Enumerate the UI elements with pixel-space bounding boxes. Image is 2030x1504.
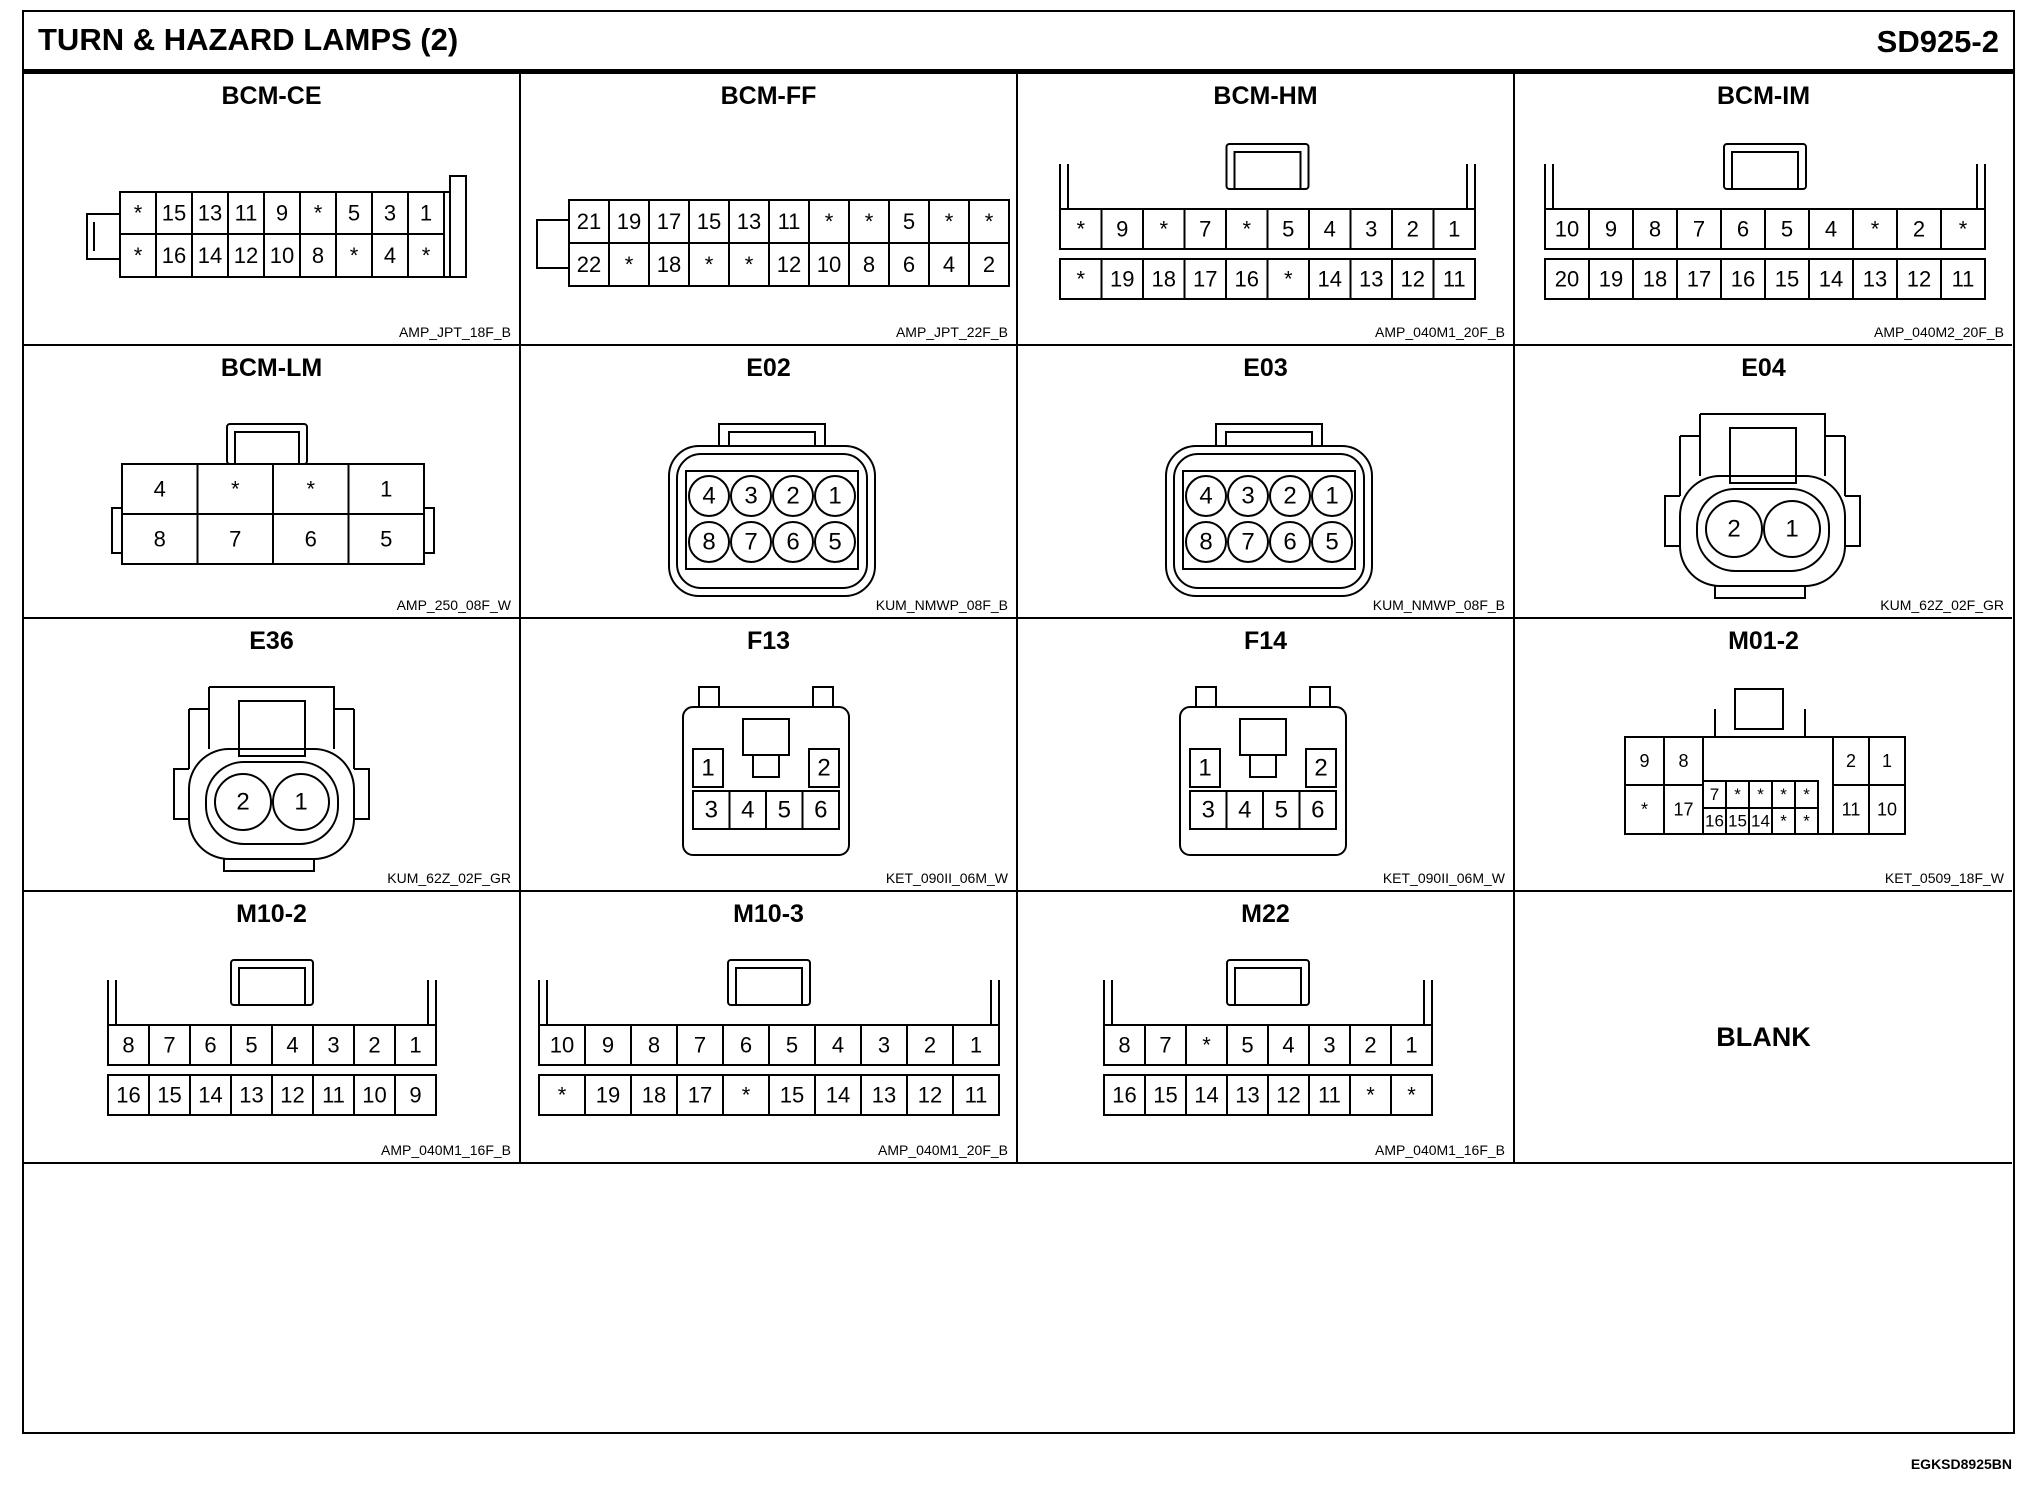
connector-part-code: AMP_040M1_20F_B — [878, 1142, 1008, 1158]
pin-label: 17 — [656, 209, 682, 234]
pin-label: * — [313, 200, 323, 226]
pin-label: * — [1076, 266, 1086, 292]
pin-label: * — [984, 209, 994, 234]
latch-inner — [1235, 152, 1301, 189]
connector-hood — [1700, 414, 1825, 476]
connector-drawing — [1018, 346, 1515, 619]
pin-label: 13 — [1359, 266, 1384, 292]
pin-label: 16 — [1234, 266, 1259, 292]
pin-label: 14 — [825, 1082, 851, 1108]
connector-name: BCM-IM — [1716, 82, 1811, 110]
pin-label: 19 — [595, 1082, 621, 1108]
connector-body — [1166, 446, 1372, 596]
pin-label: 3 — [1323, 1032, 1336, 1058]
pin-label: 16 — [1730, 266, 1756, 292]
connector-latch — [239, 701, 305, 756]
pin-label: 15 — [1774, 266, 1800, 292]
pin-label: 13 — [239, 1082, 264, 1108]
connector-part-code: AMP_040M1_16F_B — [1375, 1142, 1505, 1158]
pin-label: 12 — [917, 1082, 943, 1108]
connector-part-code: AMP_250_08F_W — [396, 597, 511, 613]
pin-label: 11 — [1318, 1082, 1341, 1108]
connector-cell — [1515, 619, 2012, 892]
connector-part-code: KUM_NMWP_08F_B — [875, 597, 1008, 613]
pin-label: * — [557, 1082, 567, 1108]
pin-label: 19 — [1598, 266, 1624, 292]
latch-inner — [753, 755, 779, 777]
pin-label: 4 — [1282, 1032, 1295, 1058]
connector-drawing — [521, 619, 1018, 892]
pin-label: * — [944, 209, 954, 234]
pin-label: 3 — [744, 482, 758, 510]
connector-latch — [1240, 719, 1286, 755]
latch-inner — [235, 432, 299, 464]
pin-label: 11 — [1951, 266, 1975, 292]
pin-label: 9 — [1116, 216, 1129, 242]
pin-label: 13 — [871, 1082, 897, 1108]
pin-label: 18 — [641, 1082, 667, 1108]
footer-code: EGKSD8925BN — [1910, 1456, 2012, 1472]
pin-label: 2 — [1314, 754, 1328, 782]
connector-latch — [1730, 428, 1796, 483]
connector-name: BCM-HM — [1213, 82, 1318, 110]
pin-label: 12 — [1400, 266, 1425, 292]
pin-label: 9 — [1604, 216, 1618, 242]
pin-label: 6 — [304, 526, 317, 552]
connector-drawing — [1515, 346, 2012, 619]
pin-label: 9 — [275, 200, 289, 226]
pin-label: * — [1076, 216, 1086, 242]
pin-label: 12 — [233, 243, 259, 268]
pin-label: 4 — [1824, 216, 1838, 242]
pin-label: 6 — [1311, 796, 1325, 824]
latch-inner — [736, 968, 802, 1005]
connector-latch — [1735, 689, 1783, 729]
connector-body — [669, 446, 875, 596]
pin-label: 4 — [702, 482, 716, 510]
pin-label: 2 — [1727, 515, 1741, 543]
pin-label: 11 — [234, 200, 258, 226]
pin-label: * — [133, 243, 143, 268]
page-title: TURN & HAZARD LAMPS (2) — [38, 22, 459, 57]
pin-label: * — [1283, 266, 1293, 292]
pin-label: 10 — [1554, 216, 1580, 242]
pin-label: 4 — [286, 1032, 299, 1058]
pin-label: 4 — [1199, 482, 1213, 510]
pin-label: 5 — [785, 1032, 799, 1058]
connector-cell — [24, 892, 521, 1164]
pin-label: 11 — [1841, 799, 1861, 820]
pin-label: 14 — [1818, 266, 1844, 292]
pin-label: 4 — [153, 476, 166, 502]
pin-label: 7 — [1709, 785, 1720, 804]
connector-part-code: AMP_040M1_16F_B — [381, 1142, 511, 1158]
pin-label: 15 — [1728, 811, 1747, 831]
pin-label: 7 — [1692, 216, 1706, 242]
pin-label: 7 — [163, 1032, 176, 1058]
pin-label: 2 — [1406, 216, 1419, 242]
pin-label: 7 — [1241, 528, 1255, 556]
connector-cell — [521, 74, 1018, 346]
pin-label: 1 — [294, 788, 308, 816]
pin-label: 9 — [601, 1032, 615, 1058]
connector-latch — [1216, 424, 1322, 446]
pin-label: 2 — [786, 482, 800, 510]
pin-label: 13 — [197, 200, 223, 226]
pin-label: 3 — [1365, 216, 1378, 242]
pin-label: 1 — [1325, 482, 1339, 510]
pin-label: 3 — [327, 1032, 340, 1058]
pin-label: 2 — [817, 754, 831, 782]
pin-label: 11 — [964, 1082, 988, 1108]
pin-label: 13 — [1862, 266, 1888, 292]
pin-label: 11 — [1442, 266, 1466, 292]
pin-label: 16 — [1705, 811, 1724, 831]
pin-label: 19 — [1110, 266, 1135, 292]
pin-label: * — [349, 243, 359, 268]
pin-label: 1 — [1405, 1032, 1418, 1058]
connector-latch — [227, 424, 307, 464]
pin-label: 18 — [1642, 266, 1668, 292]
connector-name: E36 — [249, 627, 294, 655]
connector-cell — [24, 619, 521, 892]
connector-drawing — [521, 346, 1018, 619]
pin-label: 7 — [229, 526, 242, 552]
pin-label: 15 — [1153, 1082, 1178, 1108]
pin-label: * — [1202, 1032, 1211, 1058]
connector-latch — [728, 960, 810, 1005]
connector-latch — [719, 424, 825, 446]
pin-label: 14 — [1194, 1082, 1219, 1108]
pin-label: 12 — [1276, 1082, 1301, 1108]
pin-label: * — [1366, 1082, 1375, 1108]
pin-label: * — [1958, 216, 1968, 242]
pin-label: 14 — [1317, 266, 1342, 292]
pin-label: 16 — [161, 243, 187, 268]
pin-label: 12 — [280, 1082, 305, 1108]
pin-label: * — [1870, 216, 1880, 242]
connector-ears — [1196, 687, 1330, 707]
connector-part-code: KUM_62Z_02F_GR — [1880, 597, 2004, 613]
connector-name: BCM-CE — [221, 82, 322, 110]
pin-label: 8 — [1678, 751, 1689, 771]
latch-inner — [729, 432, 815, 446]
connector-cell — [1515, 74, 2012, 346]
pin-label: * — [306, 476, 316, 502]
pin-label: * — [744, 252, 754, 277]
pin-label: * — [1640, 799, 1649, 820]
pin-label: 17 — [1673, 799, 1694, 820]
connector-hood — [209, 687, 334, 749]
pin-label: 1 — [701, 754, 715, 782]
pin-label: 8 — [1118, 1032, 1131, 1058]
pin-label: 8 — [1199, 528, 1213, 556]
connector-drawing — [1515, 619, 2012, 892]
pin-label: 6 — [814, 796, 828, 824]
pin-label: 15 — [157, 1082, 182, 1108]
header-bar — [24, 12, 2013, 74]
pin-label: 6 — [204, 1032, 217, 1058]
pin-label: * — [1780, 785, 1787, 804]
connector-latch — [743, 719, 789, 755]
pin-label: 1 — [828, 482, 842, 510]
connector-part-code: AMP_JPT_22F_B — [895, 324, 1008, 340]
pin-label: 2 — [1364, 1032, 1377, 1058]
connector-part-code: AMP_040M2_20F_B — [1874, 324, 2004, 340]
pin-label: 17 — [1193, 266, 1218, 292]
pin-label: 4 — [1323, 216, 1336, 242]
connector-side-lock — [450, 176, 466, 277]
connector-drawing — [24, 74, 521, 346]
connector-cell — [1018, 892, 1515, 1164]
pin-label: 2 — [982, 252, 996, 277]
connector-name: M10-3 — [733, 900, 804, 928]
connector-name: M22 — [1241, 900, 1290, 928]
pin-label: 1 — [419, 200, 433, 226]
pin-label: 3 — [877, 1032, 891, 1058]
connector-latch — [1227, 960, 1309, 1005]
pin-label: 12 — [776, 252, 802, 277]
pin-label: 13 — [736, 209, 762, 234]
pin-label: 5 — [1780, 216, 1794, 242]
pin-label: 14 — [1751, 811, 1770, 831]
pin-label: 2 — [923, 1032, 937, 1058]
pin-label: 6 — [1736, 216, 1750, 242]
pin-label: 2 — [236, 788, 250, 816]
pin-label: 7 — [744, 528, 758, 556]
pin-label: 11 — [777, 209, 801, 234]
pin-label: 8 — [1648, 216, 1662, 242]
pin-label: 22 — [576, 252, 602, 277]
pin-label: 4 — [383, 243, 397, 268]
connector-drawing — [1018, 74, 1515, 346]
connector-name: M10-2 — [236, 900, 307, 928]
connector-part-code: KET_0509_18F_W — [1884, 870, 2004, 886]
pin-label: 13 — [1235, 1082, 1260, 1108]
pin-label: 4 — [741, 796, 755, 824]
pin-label: * — [1734, 785, 1741, 804]
pin-label: 1 — [969, 1032, 983, 1058]
pin-label: 5 — [347, 200, 361, 226]
pin-label: * — [1803, 811, 1810, 831]
connector-ears — [699, 687, 833, 707]
connector-part-code: AMP_JPT_18F_B — [398, 324, 511, 340]
connector-part-code: KUM_NMWP_08F_B — [1372, 597, 1505, 613]
connector-cell — [24, 74, 521, 346]
pin-label: 6 — [1283, 528, 1297, 556]
pin-label: 16 — [1112, 1082, 1137, 1108]
pin-label: 6 — [902, 252, 916, 277]
pin-label: * — [1159, 216, 1169, 242]
connector-drawing — [1515, 74, 2012, 346]
connector-cell — [1018, 74, 1515, 346]
latch-inner — [239, 968, 305, 1005]
pin-label: 6 — [786, 528, 800, 556]
connector-name: E04 — [1741, 354, 1786, 382]
latch-inner — [1226, 432, 1312, 446]
connector-tab — [87, 214, 120, 259]
pin-label: 15 — [696, 209, 722, 234]
connector-name: BCM-LM — [220, 354, 323, 382]
pin-label: * — [421, 243, 431, 268]
pin-label: 12 — [1906, 266, 1932, 292]
connector-drawing — [24, 892, 521, 1164]
pin-label: 1 — [380, 476, 393, 502]
pin-label: 2 — [1283, 482, 1297, 510]
pin-label: 2 — [1912, 216, 1926, 242]
connector-name: F13 — [746, 627, 791, 655]
pin-label: * — [1757, 785, 1764, 804]
pin-label: * — [824, 209, 834, 234]
pin-label: * — [864, 209, 874, 234]
pin-label: 5 — [245, 1032, 258, 1058]
connector-cell — [521, 619, 1018, 892]
pin-label: 5 — [828, 528, 842, 556]
pin-label: 5 — [777, 796, 791, 824]
pin-label: 8 — [122, 1032, 135, 1058]
pin-label: 19 — [616, 209, 642, 234]
connector-cell — [24, 346, 521, 619]
pin-label: 6 — [739, 1032, 753, 1058]
pin-label: 5 — [1325, 528, 1339, 556]
diagram-sheet — [22, 10, 2015, 1434]
pin-label: 4 — [1238, 796, 1252, 824]
pin-label: 14 — [197, 243, 223, 268]
pin-label: 4 — [942, 252, 956, 277]
pin-label: 8 — [311, 243, 325, 268]
pin-label: 5 — [380, 526, 393, 552]
pin-label: 1 — [1198, 754, 1212, 782]
connector-part-code: AMP_040M1_20F_B — [1375, 324, 1505, 340]
pin-label: 3 — [1201, 796, 1215, 824]
pin-label: * — [741, 1082, 751, 1108]
connector-drawing — [24, 346, 521, 619]
connector-drawing — [521, 74, 1018, 346]
pin-label: 8 — [862, 252, 876, 277]
latch-inner — [1732, 152, 1798, 189]
connector-drawing — [521, 892, 1018, 1164]
pin-label: 8 — [702, 528, 716, 556]
connector-name: M01-2 — [1728, 627, 1799, 655]
connector-latch — [1227, 144, 1309, 189]
connector-part-code: KET_090II_06M_W — [1382, 870, 1505, 886]
pin-label: 20 — [1554, 266, 1580, 292]
pin-label: 4 — [831, 1032, 845, 1058]
connector-name: E02 — [746, 354, 791, 382]
pin-label: * — [704, 252, 714, 277]
pin-label: * — [1242, 216, 1252, 242]
connector-name: E03 — [1243, 354, 1288, 382]
connector-part-code: KUM_62Z_02F_GR — [387, 870, 511, 886]
pin-label: * — [1803, 785, 1810, 804]
pin-label: 3 — [1241, 482, 1255, 510]
pin-label: 10 — [269, 243, 295, 268]
pin-label: 18 — [1151, 266, 1176, 292]
connector-name: BCM-FF — [720, 82, 817, 110]
connector-cell — [521, 346, 1018, 619]
connector-latch — [1724, 144, 1806, 189]
pin-label: 9 — [409, 1082, 422, 1108]
pin-label: 9 — [1639, 751, 1650, 771]
pin-label: 10 — [549, 1032, 575, 1058]
pin-label: * — [1780, 811, 1787, 831]
pin-label: 15 — [779, 1082, 805, 1108]
latch-inner — [1250, 755, 1276, 777]
pin-label: 1 — [409, 1032, 422, 1058]
connector-tab — [537, 220, 569, 268]
pin-label: 8 — [153, 526, 166, 552]
pin-label: 1 — [1448, 216, 1461, 242]
blank-label: BLANK — [1716, 1022, 1811, 1052]
connector-cell — [1018, 619, 1515, 892]
pin-label: 15 — [161, 200, 187, 226]
connector-cell — [1515, 892, 2012, 1164]
pin-label: 2 — [1845, 751, 1857, 771]
pin-label: * — [1407, 1082, 1416, 1108]
latch-inner — [1235, 968, 1301, 1005]
pin-label: 18 — [656, 252, 682, 277]
pin-label: 8 — [647, 1032, 661, 1058]
pin-label: 2 — [368, 1032, 381, 1058]
connector-cell — [521, 892, 1018, 1164]
pin-label: 7 — [1159, 1032, 1172, 1058]
pin-label: 5 — [1241, 1032, 1254, 1058]
connector-latch — [231, 960, 313, 1005]
pin-label: 10 — [1876, 799, 1898, 820]
pin-label: 21 — [576, 209, 602, 234]
connector-drawing — [24, 619, 521, 892]
pin-label: * — [624, 252, 634, 277]
page-code: SD925-2 — [1876, 24, 1999, 59]
pin-label: 5 — [1274, 796, 1288, 824]
pin-label: * — [133, 200, 143, 226]
pin-label: 17 — [1686, 266, 1712, 292]
pin-label: * — [230, 476, 240, 502]
pin-label: 7 — [693, 1032, 707, 1058]
connector-cell — [1018, 346, 1515, 619]
connector-drawing — [1018, 619, 1515, 892]
pin-label: 10 — [362, 1082, 387, 1108]
pin-label: 7 — [1199, 216, 1212, 242]
pin-label: 16 — [116, 1082, 141, 1108]
pin-label: 1 — [1881, 751, 1893, 771]
pin-label: 14 — [198, 1082, 223, 1108]
pin-label: 3 — [704, 796, 718, 824]
pin-label: 1 — [1785, 515, 1799, 543]
connector-name: F14 — [1243, 627, 1288, 655]
pin-label: 11 — [322, 1082, 345, 1108]
pin-label: 10 — [816, 252, 842, 277]
connector-part-code: KET_090II_06M_W — [885, 870, 1008, 886]
connector-drawing — [1018, 892, 1515, 1164]
connector-cell — [1515, 346, 2012, 619]
pin-label: 5 — [902, 209, 916, 234]
pin-label: 3 — [383, 200, 397, 226]
pin-label: 17 — [687, 1082, 713, 1108]
pin-label: 5 — [1282, 216, 1295, 242]
